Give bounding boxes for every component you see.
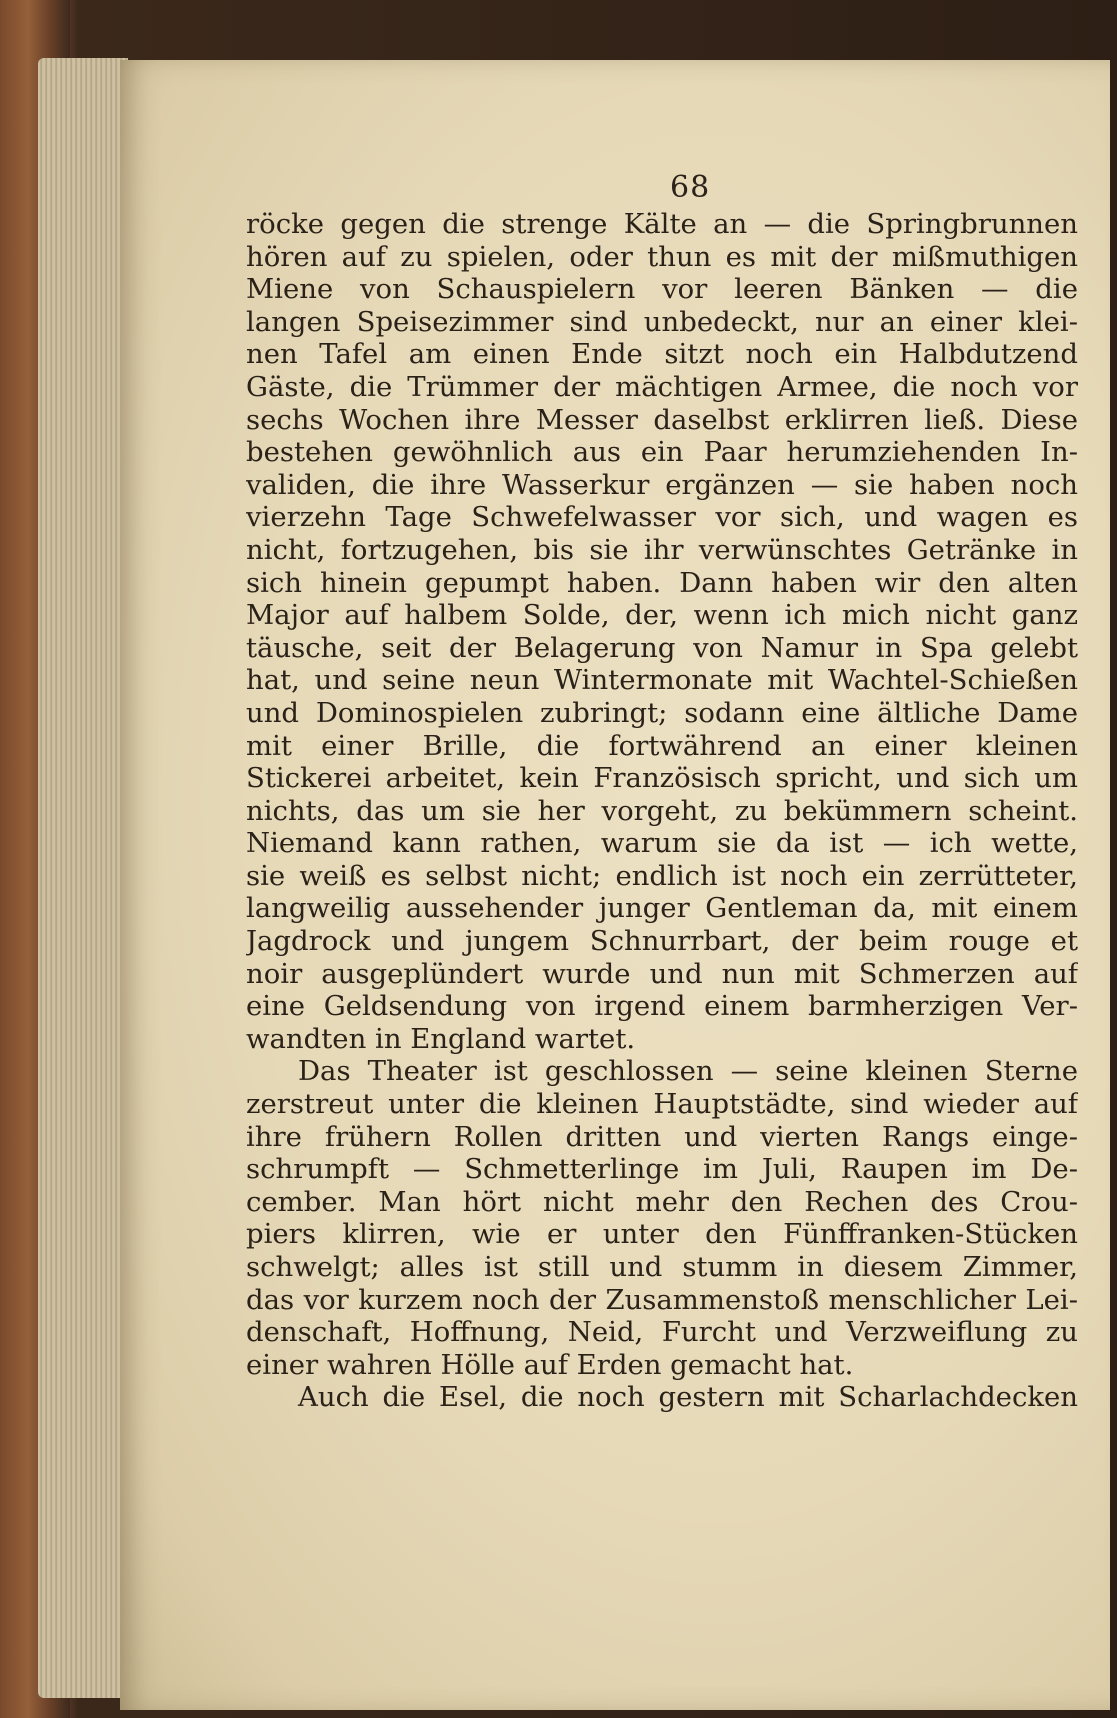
text-line: langweilig aussehender junger Gentleman da, mit einem <box>246 892 1078 925</box>
text-line: vierzehn Tage Schwefelwasser vor sich, und wagen es <box>246 501 1078 534</box>
text-line: validen, die ihre Wasserkur ergänzen — sie haben noch <box>246 468 1078 501</box>
text-line: schwelgt; alles ist still und stumm in diesem Zimmer, <box>246 1251 1078 1283</box>
text-line: eine Geldsendung von irgend einem barmherzigen Ver- <box>246 990 1078 1023</box>
text-line: mit einer Brille, die fortwährend an einer kleinen <box>246 729 1078 762</box>
text-line: Jagdrock und jungem Schnurrbart, der beim rouge et <box>246 925 1078 958</box>
text-line: hören auf zu spielen, oder thun es mit der mißmuthigen <box>246 240 1078 273</box>
text-line: denschaft, Hoffnung, Neid, Furcht und Verzweiflung zu <box>246 1316 1078 1349</box>
paragraph <box>246 1381 1078 1414</box>
text-line: röcke gegen die strenge Kälte an — die Springbrunnen <box>246 208 1078 240</box>
text-line: täusche, seit der Belagerung von Namur in Spa gelebt <box>246 631 1078 664</box>
text-line: sie weiß es selbst nicht; endlich ist noch ein zerrütteter, <box>246 859 1078 892</box>
text-line: Auch die Esel, die noch gestern mit Scharlachdecken <box>298 1381 1078 1414</box>
text-line: langen Speisezimmer sind unbedeckt, nur an einer klei- <box>246 305 1078 338</box>
text-line: einer wahren Hölle auf Erden gemacht hat. <box>246 1348 854 1381</box>
text-line: sechs Wochen ihre Messer daselbst erklirren ließ. Diese <box>246 403 1078 436</box>
text-line: ihre frühern Rollen dritten und vierten Rangs einge- <box>246 1120 1078 1153</box>
text-line: bestehen gewöhnlich aus ein Paar herumziehenden In- <box>246 436 1078 469</box>
paragraph <box>246 208 1078 1055</box>
text-line: hat, und seine neun Wintermonate mit Wachtel-Schießen <box>246 664 1078 697</box>
paragraph <box>246 1055 1078 1381</box>
text-line: zerstreut unter die kleinen Hauptstädte, sind wieder auf <box>246 1088 1078 1121</box>
text-line: Niemand kann rathen, warum sie da ist — ich wette, <box>246 827 1078 860</box>
text-line: nichts, das um sie her vorgeht, zu bekümmern scheint. <box>246 794 1078 827</box>
text-line: nen Tafel am einen Ende sitzt noch ein Halbdutzend <box>246 338 1078 371</box>
text-line: Das Theater ist geschlossen — seine kleinen Sterne <box>298 1055 1078 1088</box>
text-line: cember. Man hört nicht mehr den Rechen des Crou- <box>246 1185 1078 1218</box>
body-text <box>246 208 1078 1414</box>
text-line: noir ausgeplündert wurde und nun mit Schmerzen auf <box>246 957 1078 990</box>
text-line: sich hinein gepumpt haben. Dann haben wir den alten <box>246 566 1078 599</box>
text-line: nicht, fortzugehen, bis sie ihr verwünschtes Getränke in <box>246 533 1078 566</box>
text-line: und Dominospielen zubringt; sodann eine ältliche Dame <box>246 696 1078 729</box>
text-line: das vor kurzem noch der Zusammenstoß menschlicher Lei- <box>246 1283 1078 1316</box>
text-line: Major auf halbem Solde, der, wenn ich mich nicht ganz <box>246 599 1078 632</box>
page-stack <box>38 58 128 1698</box>
text-line: wandten in England wartet. <box>246 1022 636 1055</box>
text-line: piers klirren, wie er unter den Fünffranken-Stücken <box>246 1218 1078 1251</box>
text-line: Gäste, die Trümmer der mächtigen Armee, die noch vor <box>246 370 1078 403</box>
text-line: schrumpft — Schmetterlinge im Juli, Raupen im De- <box>246 1153 1078 1186</box>
text-line: Stickerei arbeitet, kein Französisch spricht, und sich um <box>246 762 1078 795</box>
page-number: 68 <box>670 170 711 205</box>
text-line: Miene von Schauspielern vor leeren Bänken — die <box>246 273 1078 306</box>
